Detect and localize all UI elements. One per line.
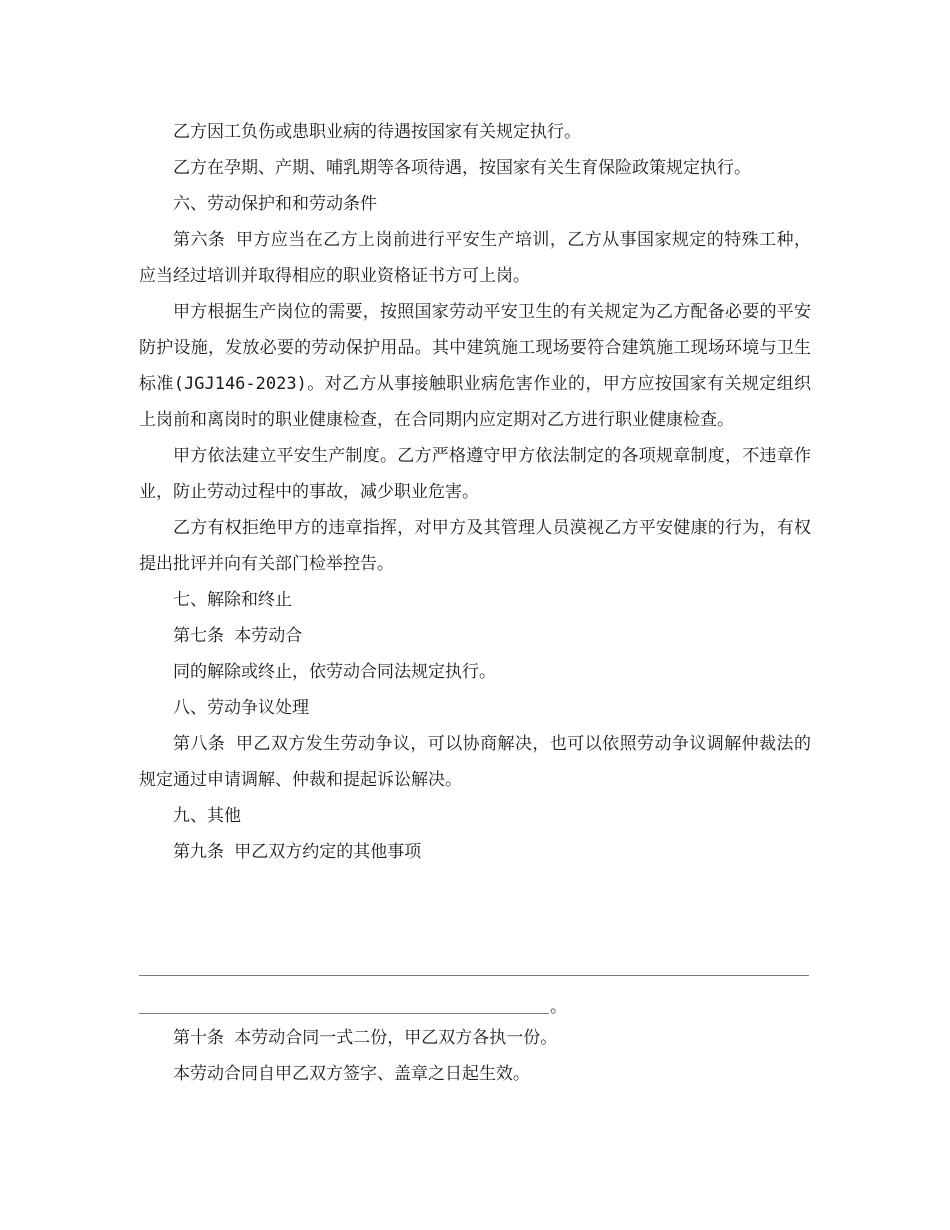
article-6: 第六条 甲方应当在乙方上岗前进行平安生产培训，乙方从事国家规定的特殊工种，应当经过培训并取得相应的职业资格证书方可上岗。 bbox=[139, 230, 811, 286]
paragraph-injury-benefits: 乙方因工负伤或患职业病的待遇按国家有关规定执行。 bbox=[173, 122, 581, 142]
paragraph-maternity-benefits: 乙方在孕期、产期、哺乳期等各项待遇，按国家有关生育保险政策规定执行。 bbox=[173, 158, 751, 178]
blank-line-full bbox=[139, 975, 809, 976]
section-heading-labor-protection: 六、劳动保护和和劳动条件 bbox=[173, 194, 377, 214]
article-9: 第九条 甲乙双方约定的其他事项 bbox=[173, 842, 422, 862]
section-heading-dispute: 八、劳动争议处理 bbox=[173, 698, 309, 718]
blank-fill-lines bbox=[139, 960, 811, 1017]
blank-line-period: 。 bbox=[550, 997, 567, 1017]
paragraph-right-to-refuse: 乙方有权拒绝甲方的违章指挥，对甲方及其管理人员漠视乙方平安健康的行为，有权提出批评并向有关部门检举控告。 bbox=[139, 518, 811, 574]
article-10: 第十条 本劳动合同一式二份，甲乙双方各执一份。 bbox=[173, 1028, 558, 1048]
blank-line-row bbox=[139, 997, 811, 1017]
contract-closing bbox=[139, 1020, 811, 1092]
blank-line-partial bbox=[139, 1013, 549, 1014]
article-8: 第八条 甲乙双方发生劳动争议，可以协商解决，也可以依照劳动争议调解仲裁法的规定通过申请调解、仲裁和提起诉讼解决。 bbox=[139, 734, 811, 790]
paragraph-safety-rules: 甲方依法建立平安生产制度。乙方严格遵守甲方依法制定的各项规章制度，不违章作业，防止劳动过程中的事故，减少职业危害。 bbox=[139, 446, 811, 502]
article-7-start: 第七条 本劳动合 bbox=[173, 626, 303, 646]
effective-clause: 本劳动合同自甲乙双方签字、盖章之日起生效。 bbox=[173, 1064, 530, 1084]
paragraph-safety-equipment: 甲方根据生产岗位的需要，按照国家劳动平安卫生的有关规定为乙方配备必要的平安防护设施，发放必要的劳动保护用品。其中建筑施工现场要符合建筑施工现场环境与卫生标准(JGJ146-2023)。对乙方从事接触职业病危害作业的，甲方应按国家有关规定组织上岗前和离岗时的职业健康检查，在合同期内应定期对乙方进行职业健康检查。 bbox=[139, 302, 811, 430]
contract-body bbox=[139, 114, 811, 870]
article-7-continued: 同的解除或终止，依劳动合同法规定执行。 bbox=[173, 662, 496, 682]
section-heading-other: 九、其他 bbox=[173, 806, 241, 826]
section-heading-termination: 七、解除和终止 bbox=[173, 590, 292, 610]
